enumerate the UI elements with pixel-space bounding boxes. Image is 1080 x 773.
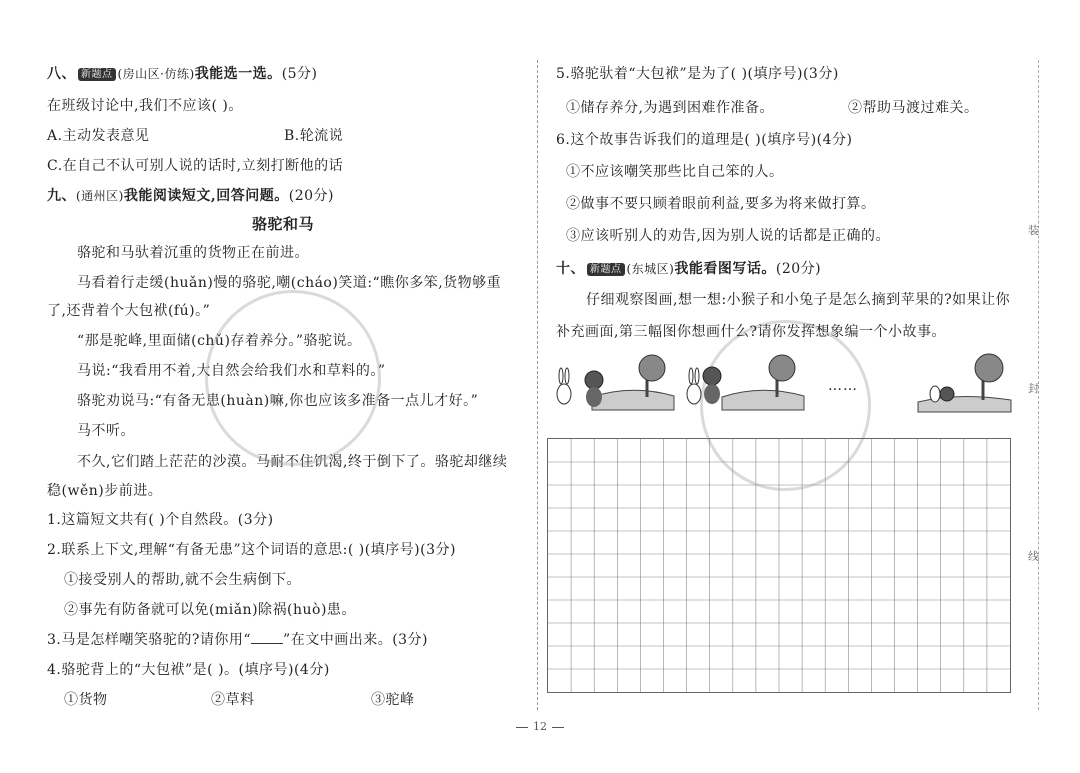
story-paragraph-2b: 了,还背着个大包袱(fú)。” (47, 303, 211, 319)
binding-char-feng: 封 (1028, 382, 1039, 395)
question-5-option-1: ①储存养分,为遇到困难作准备。 (566, 100, 774, 116)
story-paragraph-4: 马说:“我看用不着,大自然会给我们水和草料的。” (77, 363, 386, 379)
new-point-badge: 新题点 (78, 68, 116, 81)
question-4-option-3: ③驼峰 (371, 692, 415, 708)
story-paragraph-5: 骆驼劝说马:“有备无患(huàn)嘛,你也应该多准备一点儿才好。” (77, 393, 479, 409)
q8-option-a: A.主动发表意见 (47, 128, 150, 144)
new-point-badge: 新题点 (587, 263, 625, 276)
page-number: 12 (500, 720, 580, 733)
question-2: 2.联系上下文,理解“有备无患”这个词语的意思:( )(填序号)(3分) (47, 542, 456, 558)
q10-instruction-b: 补充画面,第三幅图你想画什么?请你发挥想象编一个小故事。 (556, 324, 946, 340)
question-5: 5.骆驼驮着“大包袱”是为了( )(填序号)(3分) (556, 66, 839, 82)
q8-header: 八、 新题点 (房山区·仿练)我能选一选。(5分) (47, 66, 318, 82)
q8-prompt: 在班级讨论中,我们不应该( )。 (47, 98, 243, 114)
question-2-option-2: ②事先有防备就可以免(miǎn)除祸(huò)患。 (64, 602, 356, 618)
story-paragraph-3: “那是驼峰,里面储(chǔ)存着养分。”骆驼说。 (77, 333, 362, 349)
picture-2 (682, 352, 807, 412)
column-divider (537, 60, 538, 710)
story-title: 骆驼和马 (252, 215, 315, 233)
story-paragraph-6: 马不听。 (77, 423, 135, 439)
question-6: 6.这个故事告诉我们的道理是( )(填序号)(4分) (556, 132, 853, 148)
underline-sample (251, 631, 283, 644)
question-6-option-3: ③应该听别人的劝告,因为别人说的话都是正确的。 (566, 228, 890, 244)
story-paragraph-7a: 不久,它们踏上茫茫的沙漠。马耐不住饥渴,终于倒下了。骆驼却继续 (77, 454, 508, 470)
binding-char-xian: 线 (1028, 550, 1039, 563)
question-6-option-1: ①不应该嘲笑那些比自己笨的人。 (566, 164, 784, 180)
question-6-option-2: ②做事不要只顾着眼前利益,要多为将来做打算。 (566, 196, 876, 212)
picture-1 (552, 352, 677, 412)
story-paragraph-1: 骆驼和马驮着沉重的货物正在前进。 (77, 245, 309, 261)
question-4-option-1: ①货物 (64, 692, 108, 708)
q10-instruction-a: 仔细观察图画,想一想:小猴子和小兔子是怎么摘到苹果的?如果让你 (586, 292, 1011, 308)
binding-char-zhuang: 装 (1028, 224, 1039, 237)
q8-option-b: B.轮流说 (284, 128, 344, 144)
ellipsis-placeholder: …… (828, 378, 858, 394)
question-1: 1.这篇短文共有( )个自然段。(3分) (47, 512, 274, 528)
writing-grid[interactable] (547, 438, 1011, 693)
picture-3 (913, 352, 1013, 414)
q8-option-c: C.在自己不认可别人说的话时,立刻打断他的话 (47, 158, 344, 174)
question-3: 3.马是怎样嘲笑骆驼的?请你用“ ”在文中画出来。(3分) (47, 632, 429, 648)
question-2-option-1: ①接受别人的帮助,就不会生病倒下。 (64, 572, 301, 588)
q9-header: 九、(通州区)我能阅读短文,回答问题。(20分) (47, 188, 334, 204)
story-paragraph-7b: 稳(wěn)步前进。 (47, 483, 163, 499)
question-4-option-2: ②草料 (211, 692, 255, 708)
story-paragraph-2a: 马看着行走缓(huǎn)慢的骆驼,嘲(cháo)笑道:“瞧你多笨,货物够重 (77, 275, 502, 291)
question-5-option-2: ②帮助马渡过难关。 (848, 100, 979, 116)
q10-header: 十、 新题点 (东城区)我能看图写话。(20分) (556, 261, 822, 277)
watermark-stamp (205, 290, 381, 466)
question-4: 4.骆驼背上的“大包袱”是( )。(填序号)(4分) (47, 662, 330, 678)
